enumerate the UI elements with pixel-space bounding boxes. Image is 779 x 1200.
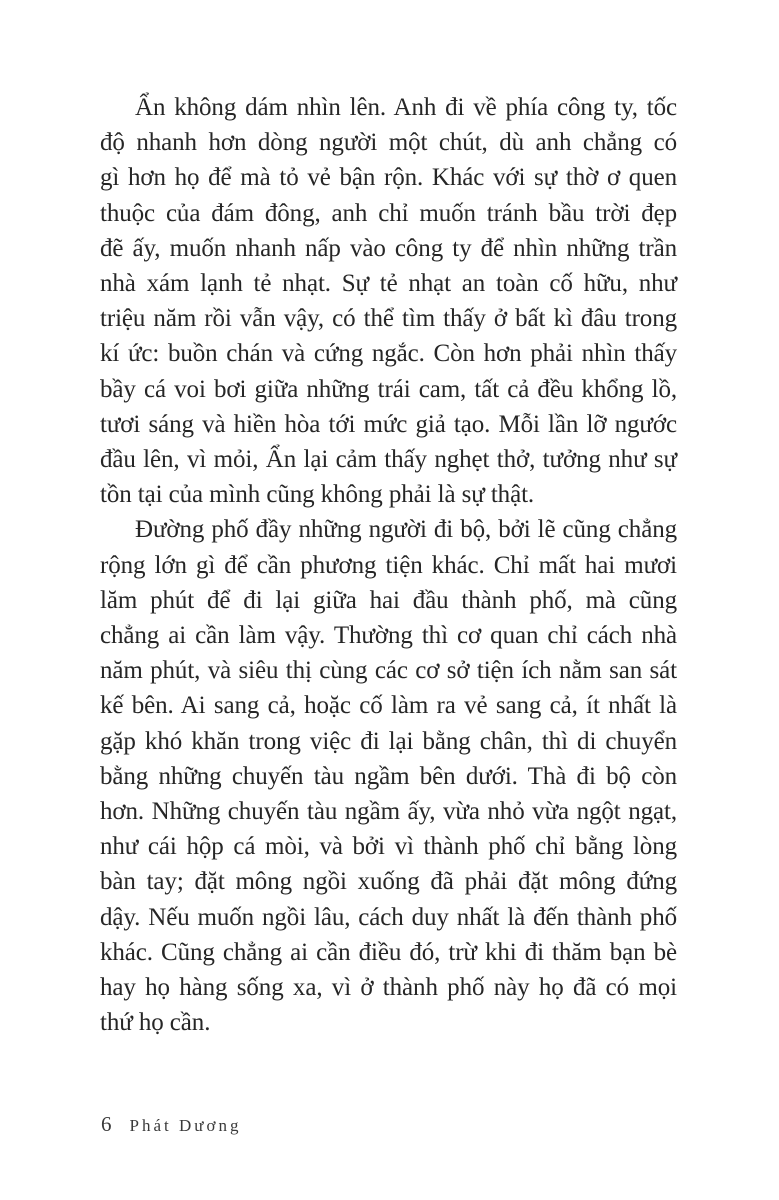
page-number: 6: [101, 1112, 113, 1136]
text-line: khác. Cũng chẳng ai cần điều đó, trừ khi đi thăm bạn bè: [100, 938, 677, 966]
text-line: lăm phút để đi lại giữa hai đầu thành phố, mà cũng: [100, 586, 677, 614]
text-line: hay họ hàng sống xa, vì ở thành phố này họ đã có mọi: [100, 974, 677, 1002]
text-line: bàn tay; đặt mông ngồi xuống đã phải đặt mông đứng: [100, 868, 677, 896]
text-line: năm phút, và siêu thị cùng các cơ sở tiện ích nằm san sát: [100, 657, 677, 685]
text-line: tồn tại của mình cũng không phải là sự thật.: [100, 481, 535, 509]
text-line: đẽ ấy, muốn nhanh nấp vào công ty để nhìn những trần: [100, 234, 677, 262]
paragraph: [100, 512, 677, 1040]
text-line: gì hơn họ để mà tỏ vẻ bận rộn. Khác với sự thờ ơ quen: [100, 164, 677, 192]
text-line: bằng những chuyến tàu ngầm bên dưới. Thà đi bộ còn: [100, 762, 677, 790]
text-line: rộng lớn gì để cần phương tiện khác. Chỉ mất hai mươi: [100, 551, 677, 579]
text-line: triệu năm rồi vẫn vậy, có thể tìm thấy ở bất kì đâu trong: [100, 305, 677, 333]
text-line: dậy. Nếu muốn ngồi lâu, cách duy nhất là đến thành phố: [100, 903, 677, 931]
text-line: Ẩn không dám nhìn lên. Anh đi về phía công ty, tốc: [135, 94, 677, 121]
text-line: nhà xám lạnh tẻ nhạt. Sự tẻ nhạt an toàn cố hữu, như: [100, 270, 677, 298]
text-line: đầu lên, vì mỏi, Ẩn lại cảm thấy nghẹt thở, tưởng như sự: [100, 446, 677, 474]
text-line: gặp khó khăn trong việc đi lại bằng chân, thì di chuyển: [100, 727, 677, 755]
text-line: bầy cá voi bơi giữa những trái cam, tất cả đều khổng lồ,: [100, 375, 677, 403]
text-line: thứ họ cần.: [100, 1009, 211, 1037]
text-line: hơn. Những chuyến tàu ngầm ấy, vừa nhỏ vừa ngột ngạt,: [100, 798, 677, 826]
text-line: như cái hộp cá mòi, và bởi vì thành phố chỉ bằng lòng: [100, 833, 677, 861]
author-name: Phát Dương: [129, 1116, 242, 1135]
text-line: độ nhanh hơn dòng người một chút, dù anh chẳng có: [100, 129, 677, 157]
text-line: kí ức: buồn chán và cứng ngắc. Còn hơn phải nhìn thấy: [100, 340, 677, 368]
text-line: kế bên. Ai sang cả, hoặc cố làm ra vẻ sang cả, ít nhất là: [100, 692, 677, 720]
text-line: thuộc của đám đông, anh chỉ muốn tránh bầu trời đẹp: [100, 199, 677, 227]
text-line: Đường phố đầy những người đi bộ, bởi lẽ cũng chẳng: [135, 516, 677, 544]
page-body-text: [100, 90, 677, 1040]
paragraph: [100, 90, 677, 512]
text-line: chẳng ai cần làm vậy. Thường thì cơ quan chỉ cách nhà: [100, 622, 677, 650]
text-line: tươi sáng và hiền hòa tới mức giả tạo. Mỗi lần lỡ ngước: [100, 410, 677, 438]
page-footer: [101, 1112, 241, 1137]
